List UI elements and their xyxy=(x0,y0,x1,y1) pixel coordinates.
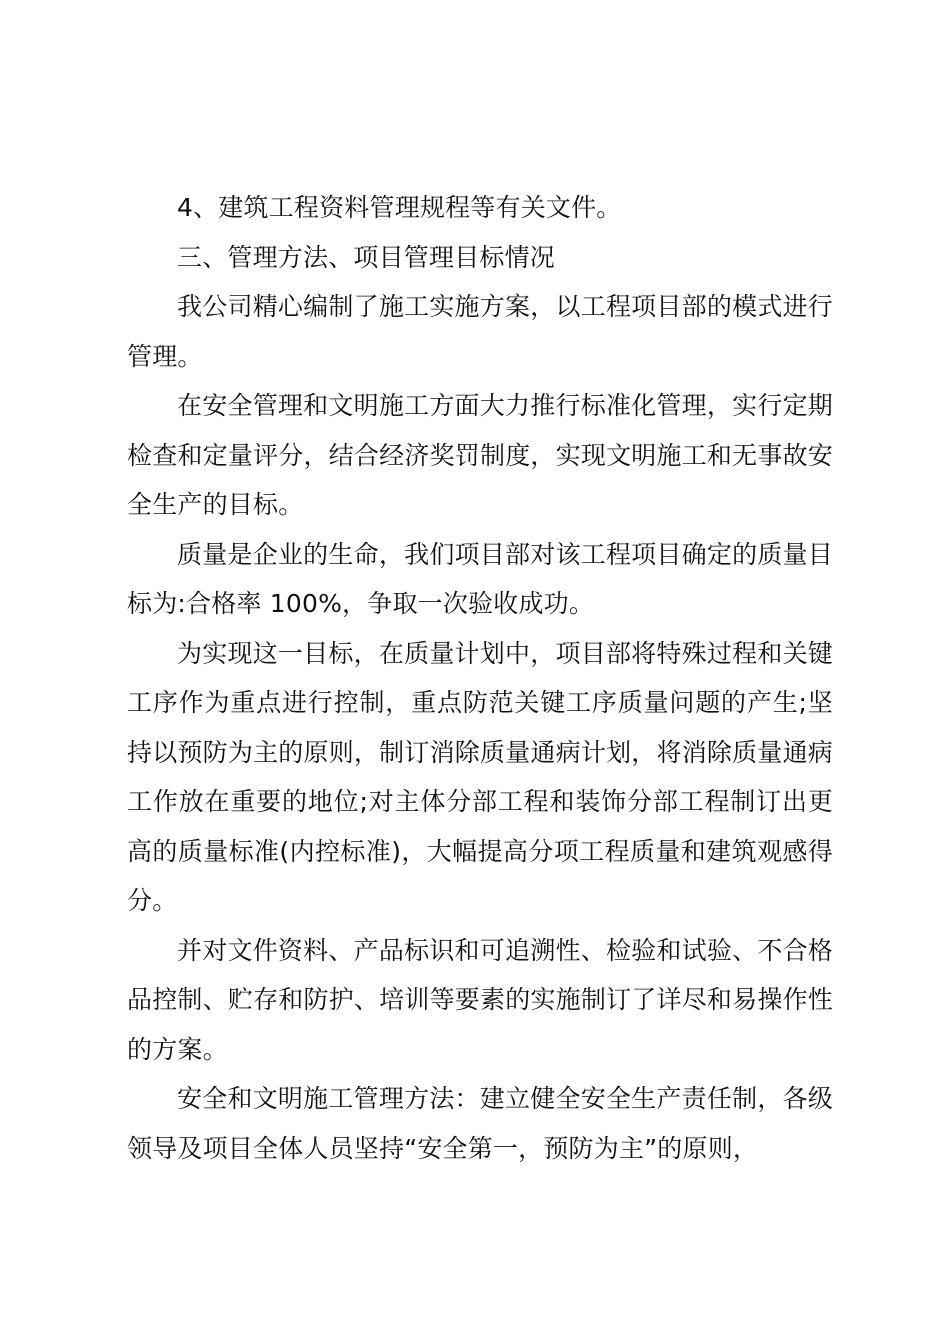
document-body xyxy=(127,183,833,1173)
paragraph-construction-plan: 我公司精心编制了施工实施方案，以工程项目部的模式进行管理。 xyxy=(127,292,833,371)
paragraph-reference-item-4: 4、建筑工程资料管理规程等有关文件。 xyxy=(177,193,622,222)
paragraph-safety-management: 在安全管理和文明施工方面大力推行标准化管理，实行定期检查和定量评分，结合经济奖罚制度，实现文明施工和无事故安全生产的目标。 xyxy=(127,391,833,519)
section-heading-management: 三、管理方法、项目管理目标情况 xyxy=(177,242,556,272)
paragraph-quality-control: 为实现这一目标，在质量计划中，项目部将特殊过程和关键工序作为重点进行控制，重点防范关键工序质量问题的产生;坚持以预防为主的原则，制订消除质量通病计划，将消除质量通病工作放在重要的地位;对主体分部工程和装饰分部工程制订出更高的质量标准(内控标准)，大幅提高分项工程质量和建筑观感得分。 xyxy=(127,638,833,915)
paragraph-quality-target: 质量是企业的生命，我们项目部对该工程项目确定的质量目标为:合格率 100%，争取一次验收成功。 xyxy=(127,539,833,618)
paragraph-safety-methods: 安全和文明施工管理方法：建立健全安全生产责任制，各级领导及项目全体人员坚持“安全第一，预防为主”的原则， xyxy=(127,1084,833,1163)
paragraph-procedures: 并对文件资料、产品标识和可追溯性、检验和试验、不合格品控制、贮存和防护、培训等要素的实施制订了详尽和易操作性的方案。 xyxy=(127,935,833,1064)
